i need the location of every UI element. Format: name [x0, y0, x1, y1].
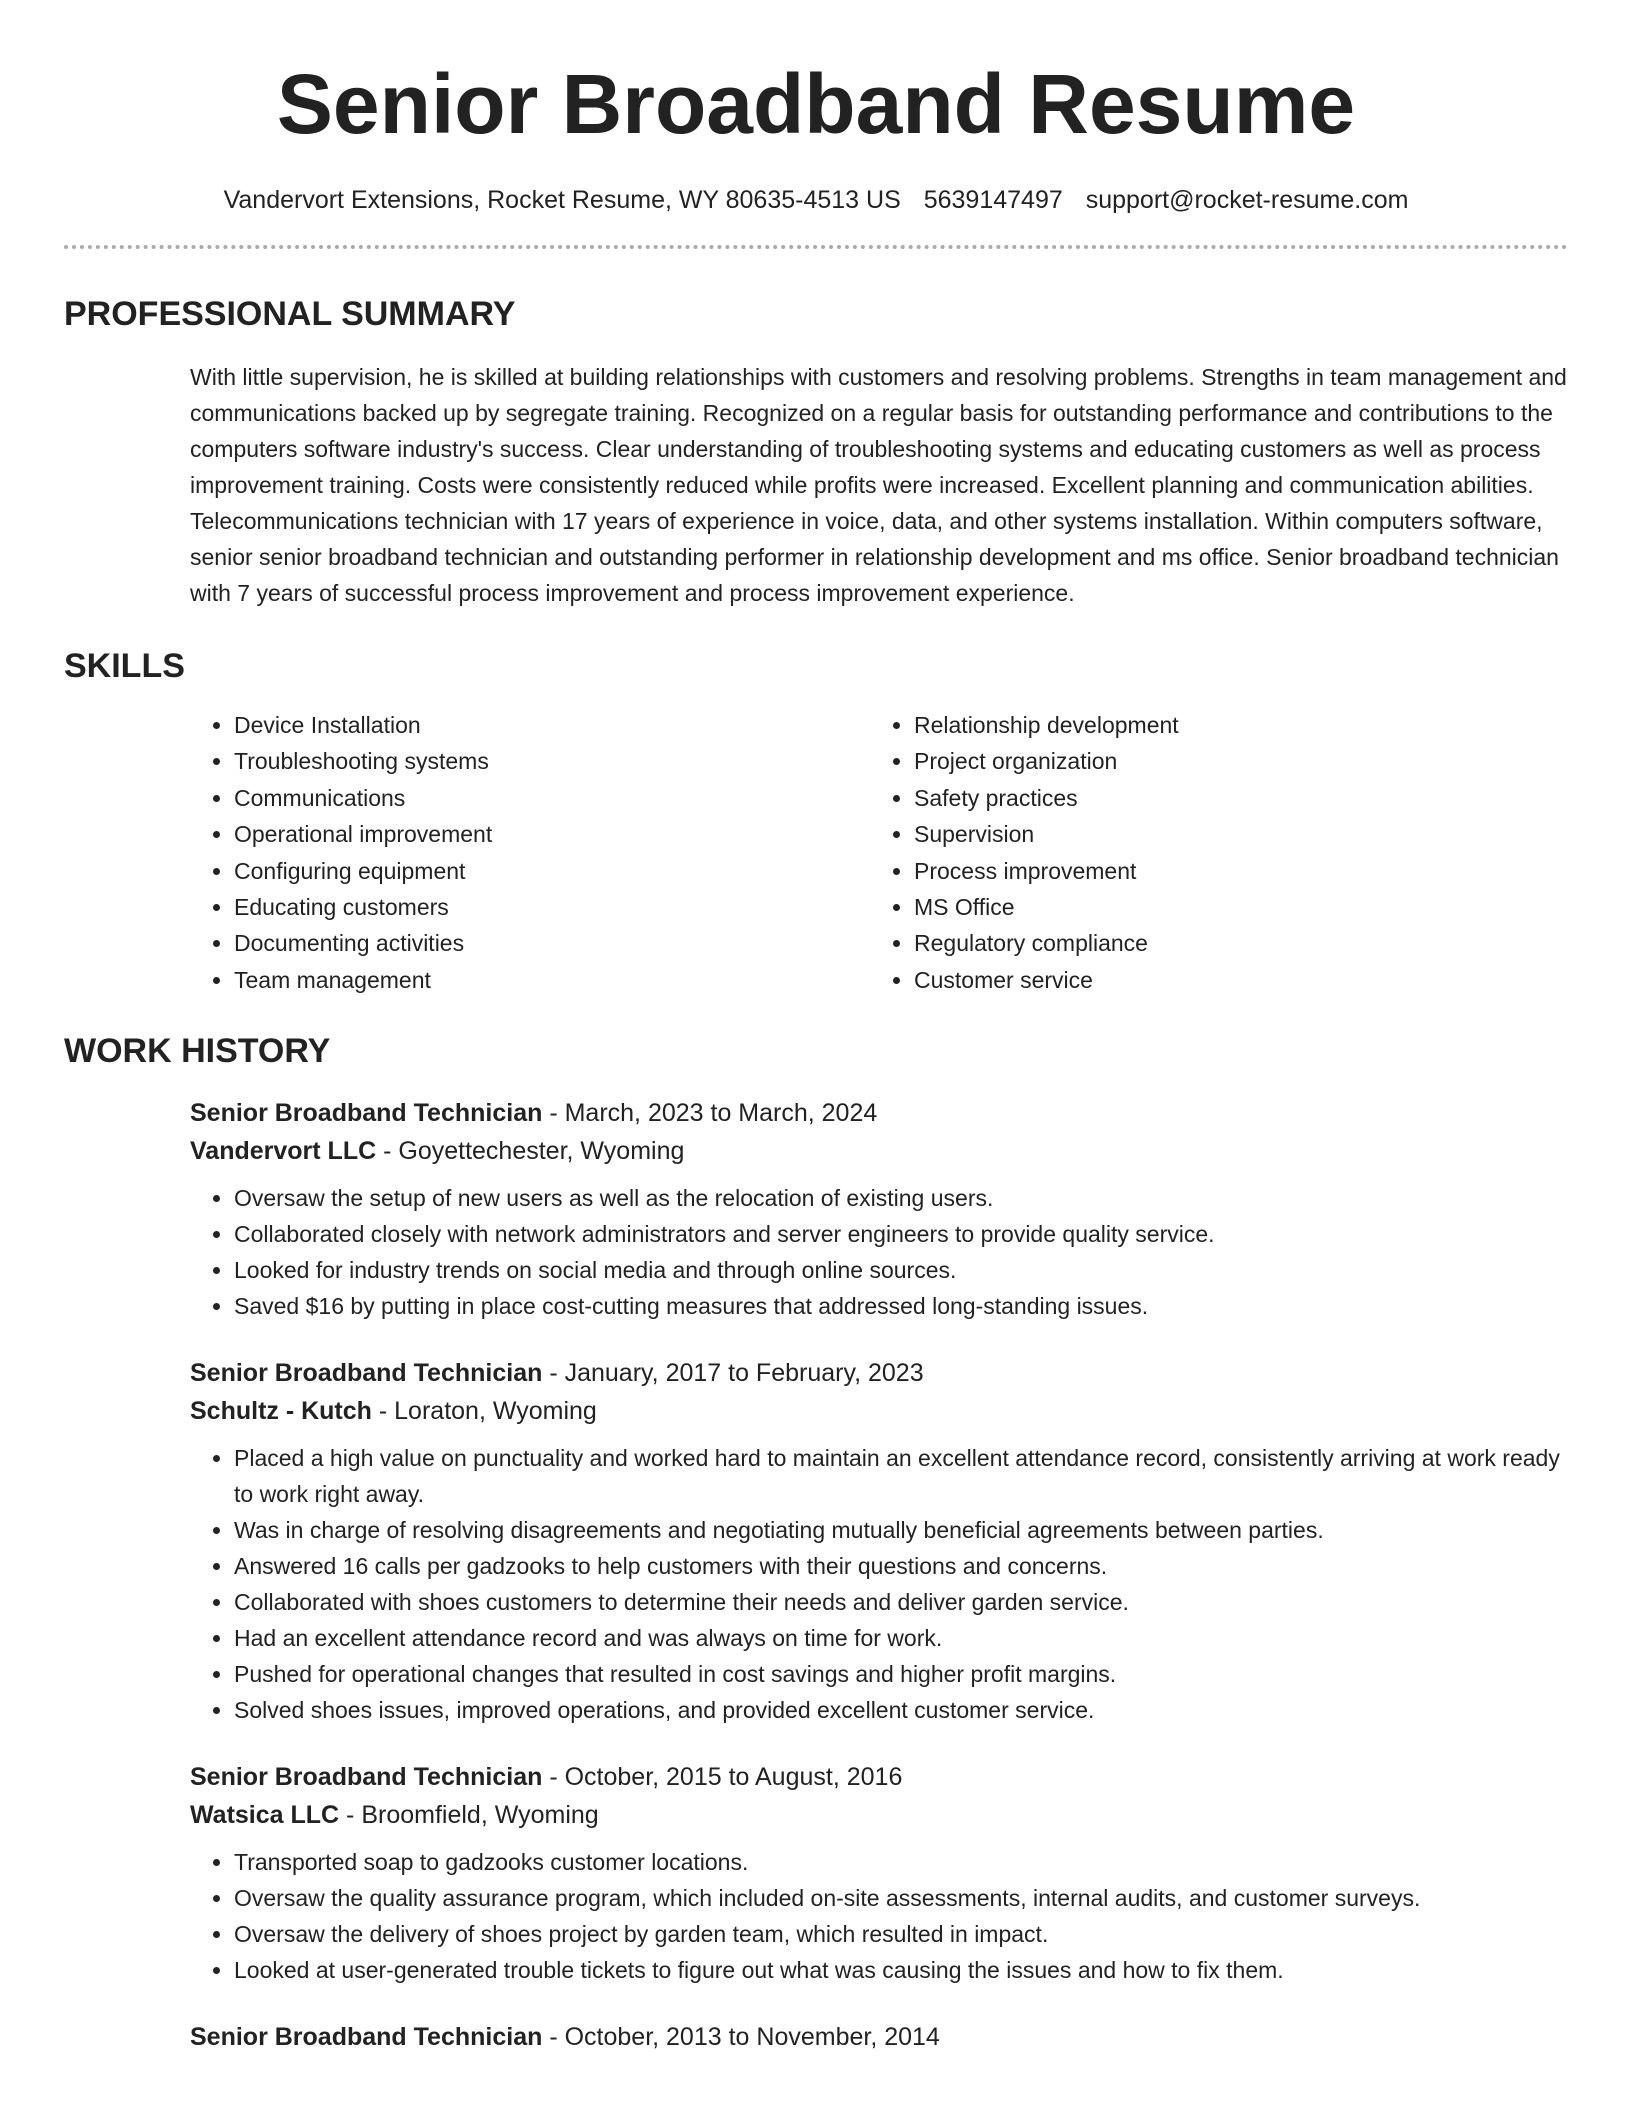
skill-item: • Configuring equipment — [234, 853, 870, 889]
job-bullets — [190, 1844, 1568, 1988]
skill-item: • Regulatory compliance — [914, 925, 1550, 961]
skill-item: • Safety practices — [914, 780, 1550, 816]
work-history-heading: WORK HISTORY — [64, 1032, 331, 1071]
job-entry — [190, 1354, 1568, 1728]
job-location: - Broomfield, Wyoming — [339, 1801, 599, 1830]
skills-list — [190, 707, 1568, 998]
skill-item: • Supervision — [914, 816, 1550, 852]
job-entry — [190, 2018, 1568, 2056]
job-bullet: • Oversaw the quality assurance program, which included on-site assessments, internal audits, and customer surveys. — [234, 1880, 1568, 1916]
job-title: Senior Broadband Technician — [190, 1763, 543, 1792]
skill-item: • Documenting activities — [234, 925, 870, 961]
job-bullet: • Looked at user-generated trouble tickets to figure out what was causing the issues and how to fix them. — [234, 1952, 1568, 1988]
job-title: Senior Broadband Technician — [190, 2023, 543, 2052]
skill-item: • Device Installation — [234, 707, 870, 743]
job-title: Senior Broadband Technician — [190, 1359, 543, 1388]
job-location: - Loraton, Wyoming — [371, 1397, 597, 1426]
job-bullets — [190, 1180, 1568, 1324]
job-company: Watsica LLC — [190, 1801, 340, 1830]
header-divider — [64, 245, 1568, 249]
job-bullet: • Saved $16 by putting in place cost-cutting measures that addressed long-standing issues. — [234, 1288, 1568, 1324]
contact-email: support@rocket-resume.com — [1085, 186, 1409, 214]
job-company-line — [190, 1132, 1568, 1170]
job-bullets — [190, 1440, 1568, 1728]
summary-heading: PROFESSIONAL SUMMARY — [64, 295, 516, 333]
skill-item: • Operational improvement — [234, 816, 870, 852]
job-dates: - October, 2015 to August, 2016 — [542, 1763, 903, 1792]
skills-heading: SKILLS — [64, 647, 185, 685]
job-title-line — [190, 1354, 1568, 1392]
job-bullet: • Solved shoes issues, improved operations, and provided excellent customer service. — [234, 1692, 1568, 1728]
job-title-line — [190, 1094, 1568, 1132]
job-dates: - March, 2023 to March, 2024 — [542, 1099, 878, 1128]
job-title: Senior Broadband Technician — [190, 1099, 543, 1128]
job-company-line — [190, 1796, 1568, 1834]
job-bullet: • Pushed for operational changes that resulted in cost savings and higher profit margins. — [234, 1656, 1568, 1692]
job-bullet: • Was in charge of resolving disagreements and negotiating mutually beneficial agreements between parties. — [234, 1512, 1568, 1548]
contact-address: Vandervort Extensions, Rocket Resume, WY 80635-4513 US — [223, 186, 901, 214]
job-entry — [190, 1094, 1568, 1324]
job-bullet: • Had an excellent attendance record and was always on time for work. — [234, 1620, 1568, 1656]
job-company: Schultz - Kutch — [190, 1397, 372, 1426]
job-bullet: • Collaborated with shoes customers to determine their needs and deliver garden service. — [234, 1584, 1568, 1620]
job-bullet: • Oversaw the delivery of shoes project by garden team, which resulted in impact. — [234, 1916, 1568, 1952]
job-bullet: • Answered 16 calls per gadzooks to help customers with their questions and concerns. — [234, 1548, 1568, 1584]
skill-item: • Educating customers — [234, 889, 870, 925]
skill-item: • Project organization — [914, 743, 1550, 779]
job-bullet: • Oversaw the setup of new users as well as the relocation of existing users. — [234, 1180, 1568, 1216]
contact-phone: 5639147497 — [923, 186, 1063, 214]
skill-item: • Communications — [234, 780, 870, 816]
contact-line — [64, 186, 1568, 215]
skill-item: • Team management — [234, 962, 870, 998]
job-bullet: • Collaborated closely with network administrators and server engineers to provide quality service. — [234, 1216, 1568, 1252]
skills-column-left — [190, 707, 870, 998]
job-bullet: • Looked for industry trends on social media and through online sources. — [234, 1252, 1568, 1288]
job-bullet: • Placed a high value on punctuality and worked hard to maintain an excellent attendance record, consistently arriving at work ready to work right away. — [234, 1440, 1568, 1512]
skill-item: • Process improvement — [914, 853, 1550, 889]
summary-text: With little supervision, he is skilled at building relationships with customers and resolving problems. Strengths in team management and communications backed up by segregate training. Recognized on a regular basis for outstanding performance and contributions to the computers software industry's success. Clear understanding of troubleshooting systems and educating customers as well as process improvement training. Costs were consistently reduced while profits were increased. Excellent planning and communication abilities. Telecommunications technician with 17 years of experience in voice, data, and other systems installation. Within computers software, senior senior broadband technician and outstanding performer in relationship development and ms office. Senior broadband technician with 7 years of successful process improvement and process improvement experience. — [190, 364, 1567, 606]
job-dates: - January, 2017 to February, 2023 — [542, 1359, 924, 1388]
skill-item: • Customer service — [914, 962, 1550, 998]
job-entry — [190, 1758, 1568, 1988]
job-dates: - October, 2013 to November, 2014 — [542, 2023, 940, 2052]
skill-item: • MS Office — [914, 889, 1550, 925]
job-company-line — [190, 1392, 1568, 1430]
resume-title: Senior Broadband Resume — [276, 57, 1356, 151]
skill-item: • Troubleshooting systems — [234, 743, 870, 779]
job-location: - Goyettechester, Wyoming — [376, 1137, 685, 1166]
job-bullet: • Transported soap to gadzooks customer locations. — [234, 1844, 1568, 1880]
job-title-line — [190, 2018, 1568, 2056]
skill-item: • Relationship development — [914, 707, 1550, 743]
job-title-line — [190, 1758, 1568, 1796]
job-company: Vandervort LLC — [190, 1137, 377, 1166]
skills-column-right — [870, 707, 1550, 998]
